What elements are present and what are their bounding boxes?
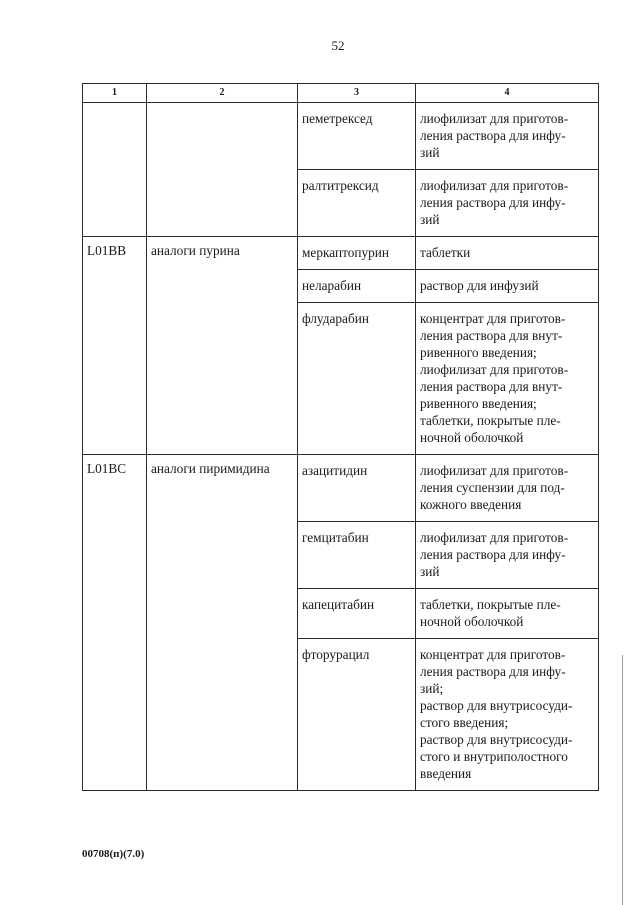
table-row	[83, 103, 599, 170]
dosage-form-cell	[416, 237, 599, 270]
dosage-form-line: лиофилизат для приготов-	[420, 463, 569, 478]
table-row	[83, 237, 599, 270]
dosage-form-line: раствор для внутрисосуди-	[420, 698, 573, 713]
dosage-form-line: лиофилизат для приготов-	[420, 530, 569, 545]
dosage-form-line: введения	[420, 766, 472, 781]
drug-name-cell: меркаптопурин	[298, 237, 416, 270]
dosage-form-line: ночной оболочкой	[420, 614, 524, 629]
dosage-form-line: зий	[420, 564, 440, 579]
column-header-2: 2	[147, 84, 298, 103]
atc-code-cell	[83, 103, 147, 237]
drug-name-cell: неларабин	[298, 270, 416, 303]
group-name-cell: аналоги пиримидина	[147, 455, 298, 791]
dosage-form-cell	[416, 589, 599, 639]
drug-name-cell: капецитабин	[298, 589, 416, 639]
dosage-form-line: ления суспензии для под-	[420, 480, 565, 495]
dosage-form-line: таблетки, покрытые пле-	[420, 413, 561, 428]
dosage-form-line: стого и внутриполостного	[420, 749, 568, 764]
dosage-form-line: ления раствора для инфу-	[420, 128, 566, 143]
table-body	[83, 103, 599, 791]
dosage-form-line: таблетки	[420, 245, 471, 260]
table-row	[83, 455, 599, 522]
column-header-3: 3	[298, 84, 416, 103]
group-name-cell	[147, 103, 298, 237]
drug-name-cell: фторурацил	[298, 639, 416, 791]
table-header-row	[83, 84, 599, 103]
dosage-form-line: раствор для внутрисосуди-	[420, 732, 573, 747]
dosage-form-cell	[416, 170, 599, 237]
dosage-form-line: ривенного введения;	[420, 396, 537, 411]
column-header-1: 1	[83, 84, 147, 103]
atc-code-cell: L01BB	[83, 237, 147, 455]
group-name-cell: аналоги пурина	[147, 237, 298, 455]
scan-edge-mark	[622, 655, 623, 905]
drug-name-cell: флударабин	[298, 303, 416, 455]
dosage-form-line: ления раствора для внут-	[420, 328, 563, 343]
dosage-form-line: ривенного введения;	[420, 345, 537, 360]
drug-name-cell: ралтитрексид	[298, 170, 416, 237]
dosage-form-line: лиофилизат для приготов-	[420, 178, 569, 193]
dosage-form-line: кожного введения	[420, 497, 522, 512]
dosage-form-cell	[416, 103, 599, 170]
drug-name-cell: пеметрексед	[298, 103, 416, 170]
atc-code-cell: L01BC	[83, 455, 147, 791]
dosage-form-line: раствор для инфузий	[420, 278, 539, 293]
medication-table	[82, 83, 599, 791]
dosage-form-line: зий	[420, 145, 440, 160]
dosage-form-cell	[416, 303, 599, 455]
dosage-form-line: концентрат для приготов-	[420, 311, 566, 326]
column-header-4: 4	[416, 84, 599, 103]
dosage-form-cell	[416, 270, 599, 303]
dosage-form-line: зий;	[420, 681, 444, 696]
dosage-form-line: ления раствора для внут-	[420, 379, 563, 394]
dosage-form-line: зий	[420, 212, 440, 227]
dosage-form-line: концентрат для приготов-	[420, 647, 566, 662]
dosage-form-cell	[416, 639, 599, 791]
dosage-form-line: ночной оболочкой	[420, 430, 524, 445]
document-code: 00708(п)(7.0)	[82, 848, 145, 860]
page-number: 52	[331, 38, 345, 53]
drug-name-cell: гемцитабин	[298, 522, 416, 589]
drug-name-cell: азацитидин	[298, 455, 416, 522]
dosage-form-cell	[416, 455, 599, 522]
dosage-form-line: лиофилизат для приготов-	[420, 362, 569, 377]
dosage-form-line: лиофилизат для приготов-	[420, 111, 569, 126]
dosage-form-line: ления раствора для инфу-	[420, 664, 566, 679]
dosage-form-line: таблетки, покрытые пле-	[420, 597, 561, 612]
dosage-form-cell	[416, 522, 599, 589]
dosage-form-line: стого введения;	[420, 715, 509, 730]
dosage-form-line: ления раствора для инфу-	[420, 195, 566, 210]
dosage-form-line: ления раствора для инфу-	[420, 547, 566, 562]
